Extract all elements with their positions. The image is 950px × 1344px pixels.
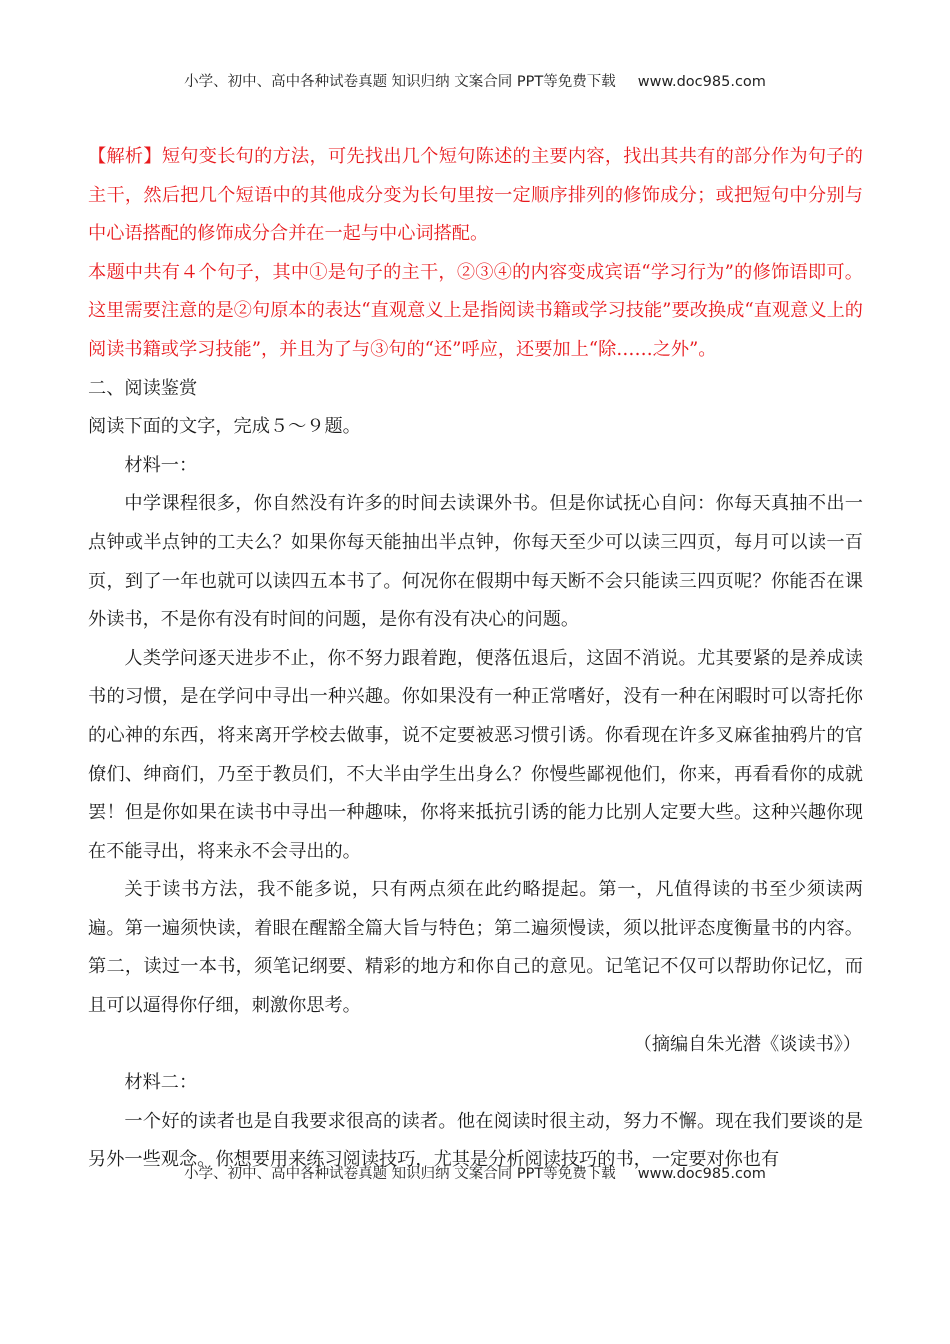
material2-label: 材料二： bbox=[124, 1072, 198, 1094]
analysis-text-1: 短句变长句的方法，可先找出几个短句陈述的主要内容，找出其共有的部分作为句子的主干，然后把几个短语中的其他成分变为长句里按一定顺序排列的修饰成分；或把短句中分别与中心语搭配的修饰成分合并在一起与中心词搭配。 bbox=[88, 146, 863, 245]
page-footer bbox=[0, 1162, 950, 1183]
analysis-tag: 【解析】 bbox=[88, 146, 162, 167]
material1-paragraph: 关于读书方法，我不能多说，只有两点须在此约略提起。第一，凡值得读的书至少须读两遍。第一遍须快读，着眼在醒豁全篇大旨与特色；第二遍须慢读，须以批评态度衡量书的内容。第二，读过一本书，须笔记纲要、精彩的地方和你自己的意见。记笔记不仅可以帮助你记忆，而且可以逼得你仔细，刺激你思考。 bbox=[88, 879, 863, 1017]
page-header bbox=[0, 70, 950, 91]
material2-paragraph: 一个好的读者也是自我要求很高的读者。他在阅读时很主动，努力不懈。现在我们要谈的是另外一些观念。你想要用来练习阅读技巧，尤其是分析阅读技巧的书，一定要对你也有 bbox=[88, 1110, 863, 1171]
document-body bbox=[88, 138, 863, 1180]
section-title: 二、阅读鉴赏 bbox=[88, 377, 198, 399]
footer-text: 小学、初中、高中各种试卷真题 知识归纳 文案合同 PPT等免费下载 bbox=[184, 1166, 616, 1182]
header-site-link[interactable]: www.doc985.com bbox=[637, 74, 766, 90]
material1-paragraph: 中学课程很多，你自然没有许多的时间去读课外书。但是你试抚心自问：你每天真抽不出一点钟或半点钟的工夫么？如果你每天能抽出半点钟，你每天至少可以读三四页，每月可以读一百页，到了一年也就可以读四五本书了。何况你在假期中每天断不会只能读三四页呢？你能否在课外读书，不是你有没有时间的问题，是你有没有决心的问题。 bbox=[88, 493, 863, 631]
material1-label: 材料一： bbox=[124, 454, 198, 476]
section-instruction: 阅读下面的文字，完成５～９题。 bbox=[88, 416, 361, 438]
analysis-paragraph-2: 本题中共有４个句子，其中①是句子的主干，②③④的内容变成宾语“学习行为”的修饰语即可。这里需要注意的是②句原本的表达“直观意义上是指阅读书籍或学习技能”要改换成“直观意义上的阅读书籍或学习技能”，并且为了与③句的“还”呼应，还要加上“除……之外”。 bbox=[88, 261, 863, 360]
analysis-paragraph-1 bbox=[88, 138, 863, 254]
material1-paragraph: 人类学问逐天进步不止，你不努力跟着跑，便落伍退后，这固不消说。尤其要紧的是养成读书的习惯，是在学问中寻出一种兴趣。你如果没有一种正常嗜好，没有一种在闲暇时可以寄托你的心神的东西，将来离开学校去做事，说不定要被恶习惯引诱。你看现在许多叉麻雀抽鸦片的官僚们、绅商们，乃至于教员们，不大半由学生出身么？你慢些鄙视他们，你来，再看看你的成就罢！但是你如果在读书中寻出一种趣味，你将来抵抗引诱的能力比别人定要大些。这种兴趣你现在不能寻出，将来永不会寻出的。 bbox=[88, 647, 863, 862]
header-text: 小学、初中、高中各种试卷真题 知识归纳 文案合同 PPT等免费下载 bbox=[184, 74, 616, 90]
footer-site-link[interactable]: www.doc985.com bbox=[637, 1166, 766, 1182]
material1-source: （摘编自朱光潜《谈读书》） bbox=[633, 1033, 861, 1055]
